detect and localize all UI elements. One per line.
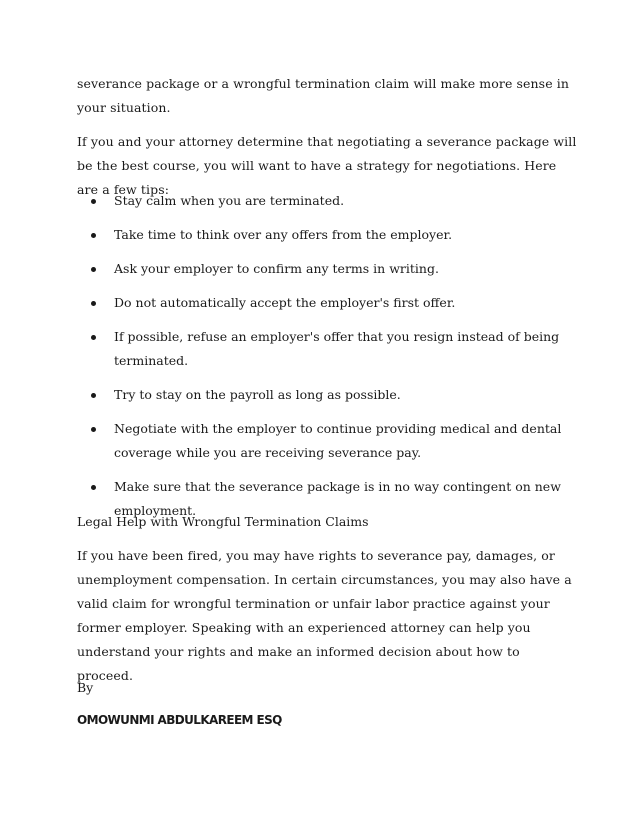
bullet-icon <box>91 267 96 272</box>
bullet-icon <box>91 335 96 340</box>
strategy-paragraph: If you and your attorney determine that negotiating a severance package will be the best course, you will want to have a strategy for negotiations. Here are a few tips: <box>77 134 577 197</box>
intro-paragraph: severance package or a wrongful termination claim will make more sense in your situation. <box>77 76 570 115</box>
list-item <box>77 223 587 247</box>
bullet-icon <box>91 393 96 398</box>
list-item <box>77 383 587 407</box>
author-name: OMOWUNMI ABDULKAREEM ESQ <box>77 713 282 727</box>
list-item <box>77 325 587 373</box>
tip-text: Ask your employer to confirm any terms in writing. <box>114 261 439 276</box>
bullet-icon <box>91 233 96 238</box>
list-item <box>77 189 587 213</box>
section-heading: Legal Help with Wrongful Termination Claims <box>77 514 369 529</box>
tip-text: Negotiate with the employer to continue providing medical and dental coverage while you are receiving severance pay. <box>114 421 562 460</box>
tip-text: Do not automatically accept the employer's first offer. <box>114 295 456 310</box>
tip-text: Stay calm when you are terminated. <box>114 193 345 208</box>
list-item <box>77 291 587 315</box>
tip-text: Try to stay on the payroll as long as possible. <box>114 387 401 402</box>
tip-text: Take time to think over any offers from the employer. <box>114 227 453 242</box>
tips-list <box>77 189 587 533</box>
legal-help-paragraph: If you have been fired, you may have rights to severance pay, damages, or unemployment compensation. In certain circumstances, you may also have a valid claim for wrongful termination or unfair labor practice against your former employer. Speaking with an experienced attorney can help you understand your rights and make an informed decision about how to proceed. <box>77 548 572 683</box>
by-label: By <box>77 680 94 695</box>
bullet-icon <box>91 485 96 490</box>
tip-text: Make sure that the severance package is in no way contingent on new employment. <box>114 479 561 518</box>
tip-text: If possible, refuse an employer's offer that you resign instead of being terminated. <box>114 329 560 368</box>
bullet-icon <box>91 301 96 306</box>
bullet-icon <box>91 199 96 204</box>
list-item <box>77 417 587 465</box>
bullet-icon <box>91 427 96 432</box>
list-item <box>77 257 587 281</box>
